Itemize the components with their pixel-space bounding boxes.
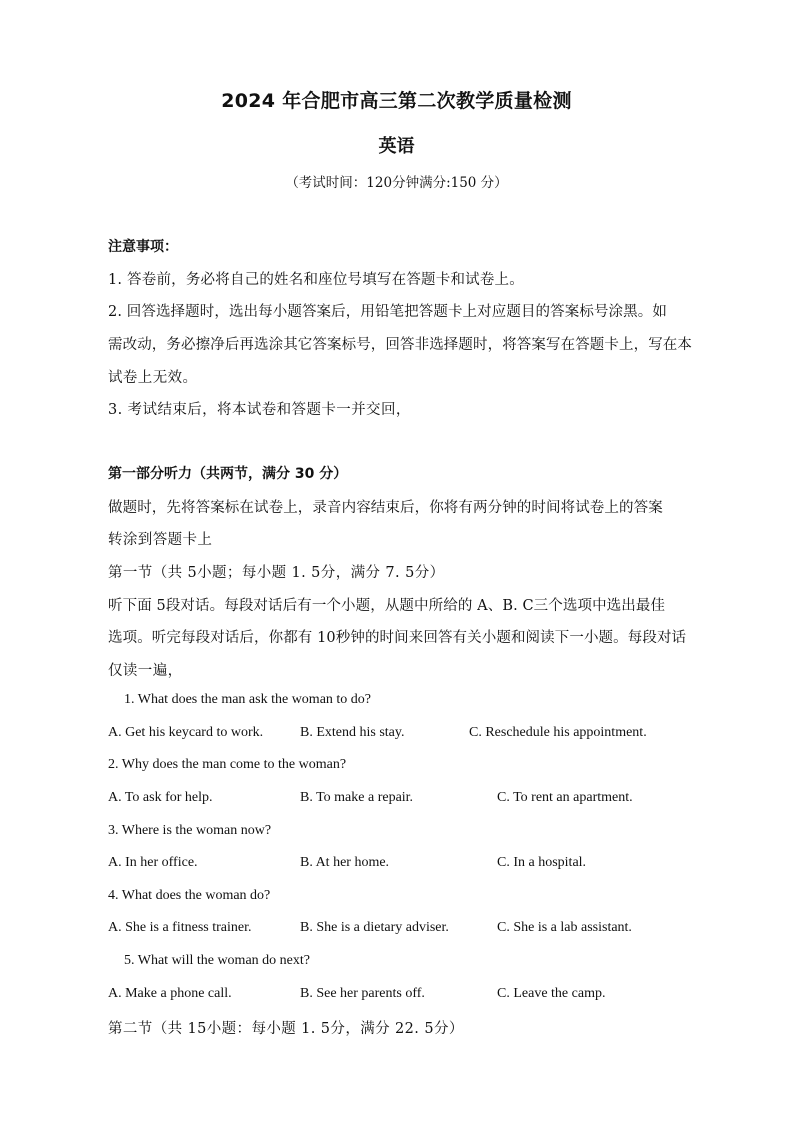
question-2-option-c: C. To rent an apartment. [497,790,633,805]
notice-item-2-line-2: 需改动，务必擦净后再选涂其它答案标号，回答非选择题时，将答案写在答题卡上，写在本 [108,337,692,353]
question-2-option-b: B. To make a repair. [300,790,414,805]
part-1-intro-line-2: 转涂到答题卡上 [108,532,213,548]
question-1-option-a: A. Get his keycard to work. [108,725,264,740]
exam-title: 2024 年合肥市高三第二次教学质量检测 [221,90,572,112]
section-1-heading: 第一节（共 5小题；每小题 1. 5分，满分 7. 5分） [108,565,445,581]
part-1-intro-line-1: 做题时，先将答案标在试卷上，录音内容结束后，你将有两分钟的时间将试卷上的答案 [108,500,663,516]
question-4-option-b: B. She is a dietary adviser. [300,920,449,935]
notice-heading: 注意事项： [108,239,178,255]
question-2: 2. Why does the man come to the woman? [108,757,347,772]
question-3-option-c: C. In a hospital. [497,855,587,870]
question-3-option-b: B. At her home. [300,855,390,870]
question-1-option-b: B. Extend his stay. [300,725,405,740]
question-5: 5. What will the woman do next? [124,953,310,968]
question-1-option-c: C. Reschedule his appointment. [469,725,647,740]
question-4-option-a: A. She is a fitness trainer. [108,920,252,935]
question-4: 4. What does the woman do? [108,888,271,903]
section-1-instructions-line-3: 仅读一遍， [108,663,183,679]
notice-item-3: 3. 考试结束后，将本试卷和答题卡一并交回， [108,402,411,418]
subject-title: 英语 [378,136,415,157]
exam-time-score-info: （考试时间：120分钟满分:150 分） [285,175,508,191]
notice-item-2-line-1: 2. 回答选择题时，选出每小题答案后，用铅笔把答题卡上对应题目的答案标号涂黑。如 [108,304,667,320]
question-3: 3. Where is the woman now? [108,823,272,838]
question-5-option-a: A. Make a phone call. [108,986,232,1001]
question-2-option-a: A. To ask for help. [108,790,213,805]
section-1-instructions-line-1: 听下面 5段对话。每段对话后有一个小题，从题中所给的 A、B. C三个选项中选出最佳 [108,598,666,614]
notice-item-1: 1. 答卷前，务必将自己的姓名和座位号填写在答题卡和试卷上。 [108,272,524,288]
question-3-option-a: A. In her office. [108,855,198,870]
section-2-heading: 第二节（共 15小题：每小题 1. 5分，满分 22. 5分） [108,1021,464,1037]
notice-item-2-line-3: 试卷上无效。 [108,370,198,386]
part-1-heading: 第一部分听力（共两节，满分 30 分） [108,466,348,482]
question-4-option-c: C. She is a lab assistant. [497,920,632,935]
question-5-option-c: C. Leave the camp. [497,986,606,1001]
section-1-instructions-line-2: 选项。听完每段对话后，你都有 10秒钟的时间来回答有关小题和阅读下一小题。每段对话 [108,630,687,646]
question-1: 1. What does the man ask the woman to do? [124,692,372,707]
question-5-option-b: B. See her parents off. [300,986,425,1001]
